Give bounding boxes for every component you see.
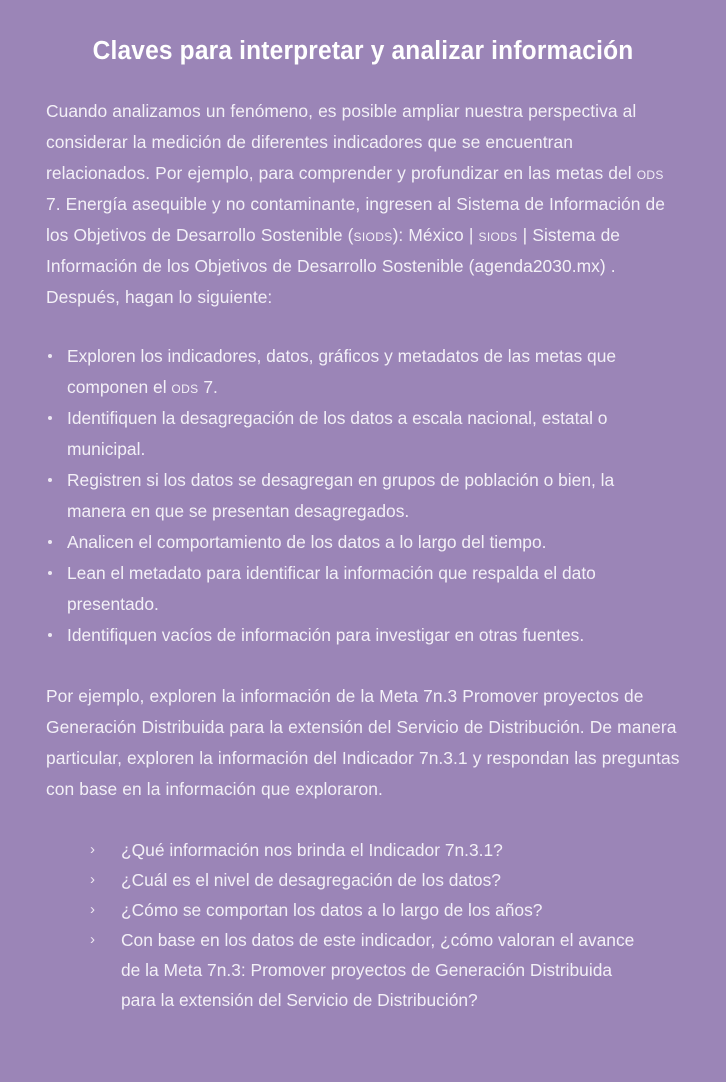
question-text: ¿Qué información nos brinda el Indicador 7n.3.1? [121, 839, 503, 860]
bullet-dot-icon [48, 540, 52, 544]
task-text-before: Identifiquen vacíos de información para investigar en otras fuentes. [67, 624, 585, 645]
question-item [90, 865, 641, 895]
question-item [90, 895, 641, 925]
task-text-before: Identifiquen la desagregación de los datos a escala nacional, estatal o municipal. [67, 407, 608, 459]
chevron-right-icon: › [90, 870, 95, 888]
question-list [46, 835, 682, 1015]
list-item [46, 527, 647, 558]
question-text: ¿Cuál es el nivel de desagregación de los datos? [121, 869, 501, 890]
intro-text-part2: 7. Energía asequible y no contaminante, ingresen al Sistema de Información de los Objetivos de Desarrollo Sostenible ( [46, 193, 665, 245]
list-item [46, 620, 647, 651]
task-acronym: ods [171, 376, 199, 397]
task-text-after: 7. [198, 376, 218, 397]
list-item [46, 403, 647, 465]
bullet-dot-icon [48, 478, 52, 482]
example-paragraph: Por ejemplo, exploren la información de la Meta 7n.3 Promover proyectos de Generación Distribuida para la extensión del Servicio de Distribución. De manera particular, exploren la información del Indicador 7n.3.1 y respondan las preguntas con base en la información que exploraron. [46, 685, 680, 799]
page-title: Claves para interpretar y analizar información [92, 37, 634, 65]
content-body [0, 96, 726, 1015]
acronym-siods-2: siods [478, 224, 518, 245]
question-text: Con base en los datos de este indicador, ¿cómo valoran el avance de la Meta 7n.3: Promover proyectos de Generación Distribuida para la extensión del Servicio de Distribución? [121, 929, 635, 1010]
bullet-dot-icon [48, 633, 52, 637]
bullet-dot-icon [48, 416, 52, 420]
acronym-siods-1: siods [353, 224, 393, 245]
chevron-right-icon: › [90, 900, 95, 918]
question-item [90, 925, 641, 1015]
intro-text-part4: | Sistema de Información de los Objetivos de Desarrollo Sostenible (agenda2030.mx) . Después, hagan lo siguiente: [46, 224, 621, 307]
chevron-right-icon: › [90, 840, 95, 858]
task-list [46, 341, 682, 651]
task-text-before: Registren si los datos se desagregan en grupos de población o bien, la manera en que se presentan desagregados. [67, 469, 615, 521]
task-text-before: Exploren los indicadores, datos, gráficos y metadatos de las metas que componen el [67, 345, 617, 397]
intro-paragraph [46, 96, 682, 313]
chevron-right-icon: › [90, 930, 95, 948]
list-item [46, 558, 647, 620]
list-item [46, 465, 647, 527]
question-text: ¿Cómo se comportan los datos a lo largo de los años? [121, 899, 543, 920]
task-text-before: Lean el metadato para identificar la información que respalda el dato presentado. [67, 562, 596, 614]
list-item [46, 341, 647, 403]
bullet-dot-icon [48, 354, 52, 358]
bullet-dot-icon [48, 571, 52, 575]
task-text-before: Analicen el comportamiento de los datos a lo largo del tiempo. [67, 531, 547, 552]
intro-text-part3: ): México | [392, 224, 479, 245]
question-item [90, 835, 641, 865]
intro-text-part1: Cuando analizamos un fenómeno, es posible ampliar nuestra perspectiva al considerar la medición de diferentes indicadores que se encuentran relacionados. Por ejemplo, para comprender y profundizar en las metas del [46, 100, 637, 183]
acronym-ods: ods [636, 162, 664, 183]
